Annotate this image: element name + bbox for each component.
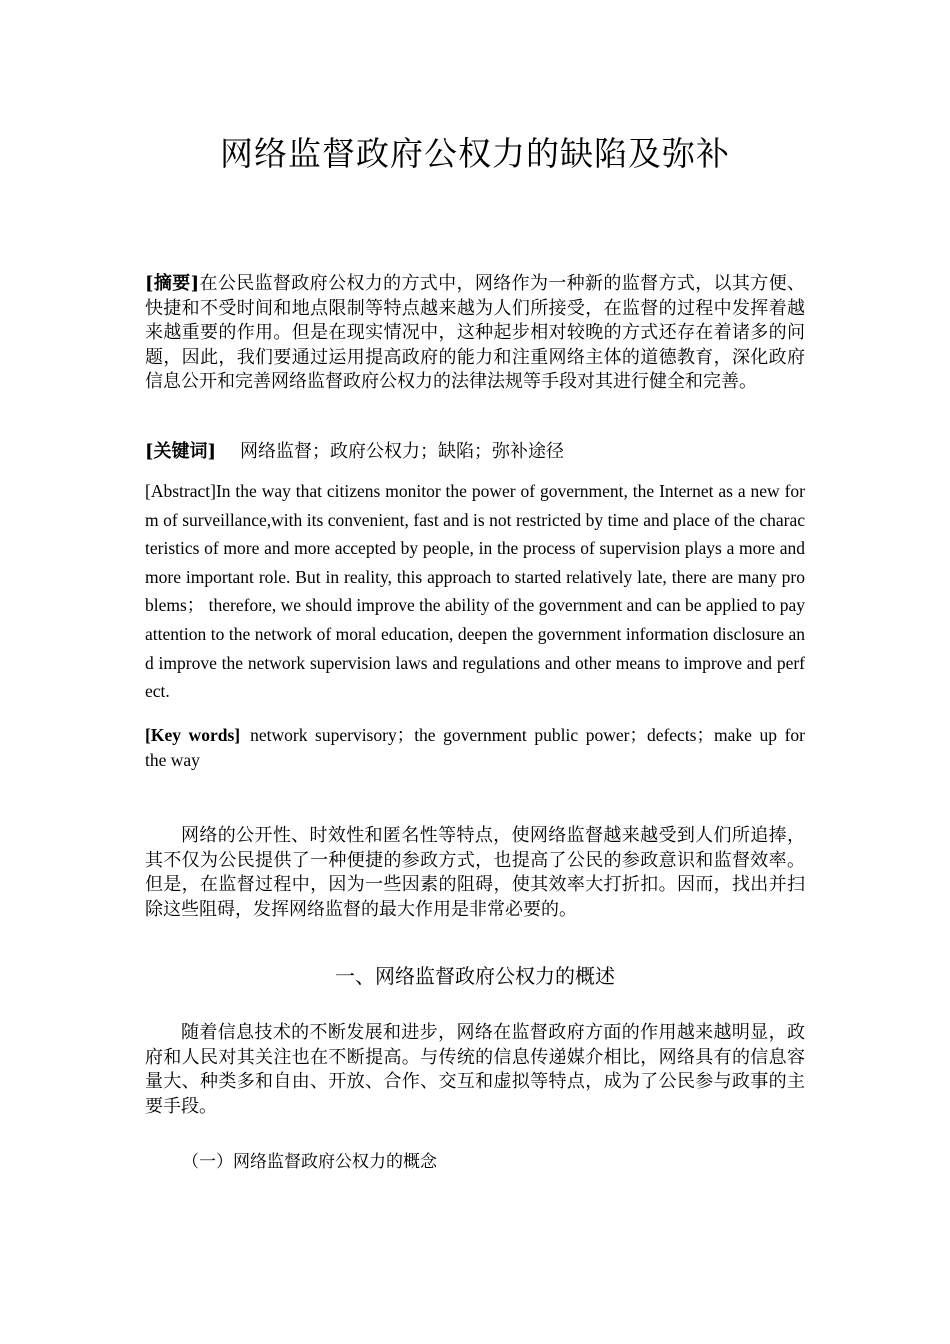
section-heading: 一、网络监督政府公权力的概述 [335,964,615,988]
abstract-en-text: In the way that citizens monitor the power of government, the Internet as a new form of surveillance,with its convenient, fast and is not restricted by time and place of the characteristics of more and more accepted by people, in the process of supervision plays a more and more important role. But in reality, this approach to started relatively late, there are many problems； therefore, we should improve the ability of the government and can be applied to pay attention to the network of moral education, deepen the government information disclosure and improve the network supervision laws and regulations and other means to improve and perfect. [145,481,805,702]
keywords-en-text: network supervisory；the government public power；defects；make up for the way [145,725,806,770]
abstract-en-label: [Abstract] [145,481,216,501]
abstract-zh [145,272,805,395]
abstract-zh-text: 在公民监督政府公权力的方式中，网络作为一种新的监督方式，以其方便、快捷和不受时间和地点限制等特点越来越为人们所接受，在监督的过程中发挥着越来越重要的作用。但是在现实情况中，这种起步相对较晚的方式还存在着诸多的问题，因此，我们要通过运用提高政府的能力和注重网络主体的道德教育，深化政府信息公开和完善网络监督政府公权力的法律法规等手段对其进行健全和完善。 [145,273,805,392]
abstract-zh-label: [摘要] [145,273,200,294]
intro-paragraph: 网络的公开性、时效性和匿名性等特点，使网络监督越来越受到人们所追捧，其不仅为公民提供了一种便捷的参政方式，也提高了公民的参政意识和监督效率。但是，在监督过程中，因为一些因素的阻碍，使其效率大打折扣。因而，找出并扫除这些阻碍，发挥网络监督的最大作用是非常必要的。 [145,825,805,920]
document-title: 网络监督政府公权力的缺陷及弥补 [220,134,730,173]
subsection-heading: （一）网络监督政府公权力的概念 [182,1152,437,1172]
keywords-zh-text: 网络监督；政府公权力；缺陷；弥补途径 [240,441,565,462]
keywords-zh-label: [关键词] [145,441,217,462]
keywords-en [145,723,805,773]
section-paragraph: 随着信息技术的不断发展和进步，网络在监督政府方面的作用越来越明显，政府和人民对其关注也在不断提高。与传统的信息传递媒介相比，网络具有的信息容量大、种类多和自由、开放、合作、交互和虚拟等特点，成为了公民参与政事的主要手段。 [145,1022,805,1117]
keywords-zh [145,440,805,465]
keywords-en-label: [Key words] [145,725,241,745]
abstract-en [145,477,805,706]
